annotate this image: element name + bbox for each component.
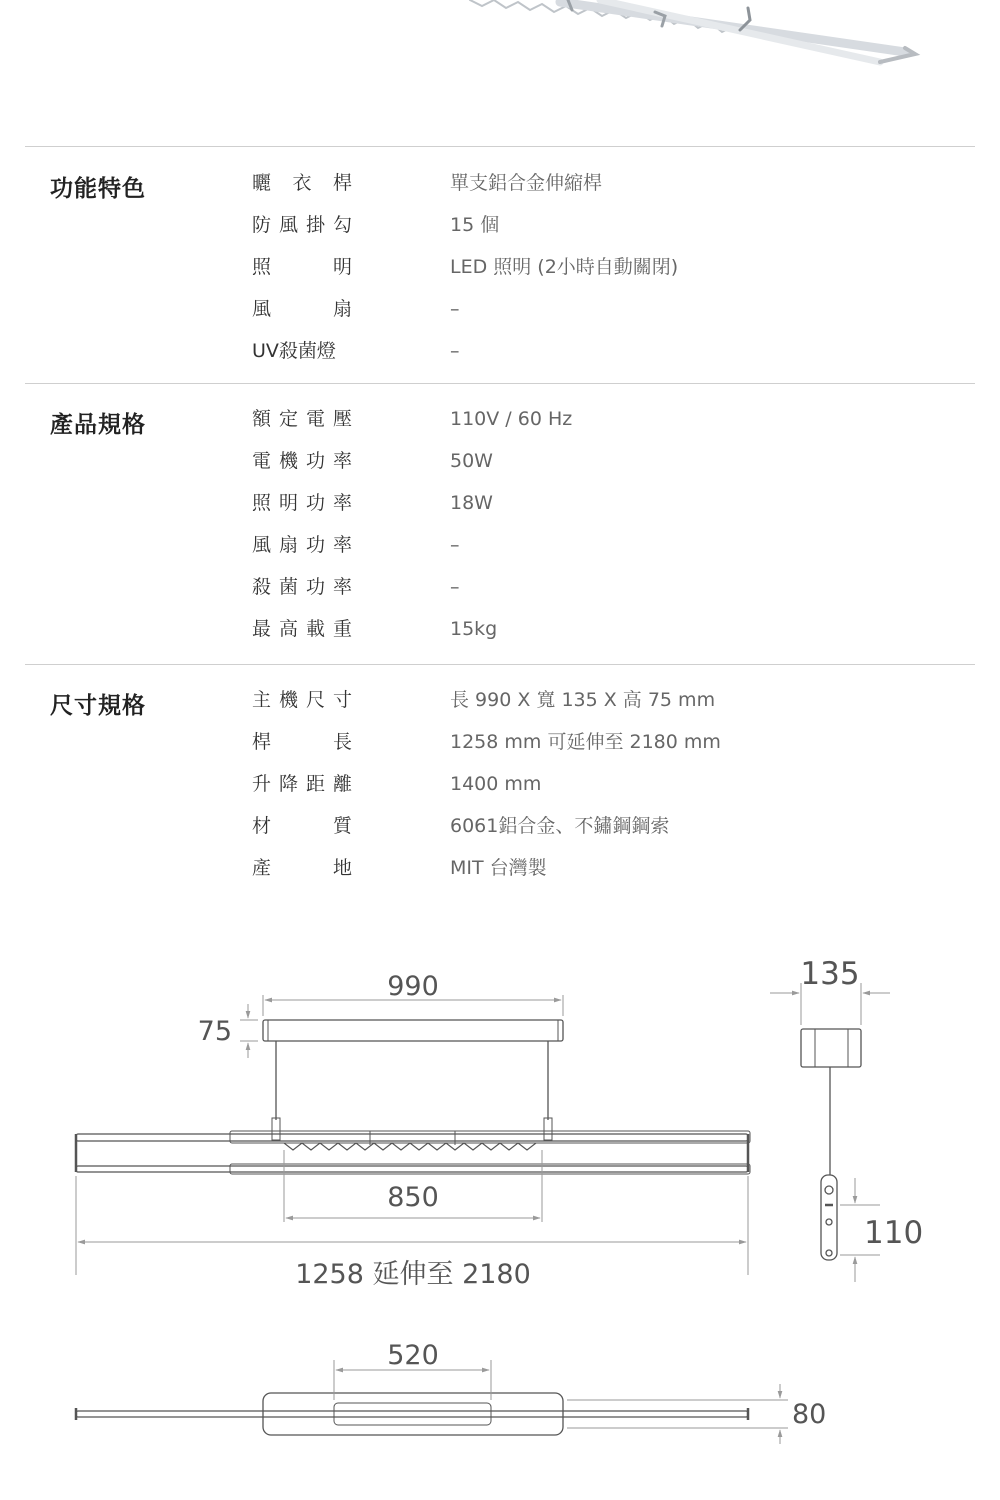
spec-label — [252, 855, 352, 881]
spec-label-char: 高 — [278, 618, 298, 640]
spec-label-char: 功 — [305, 492, 325, 514]
spec-label — [252, 616, 352, 642]
spec-value: 長 990 X 寬 135 X 高 75 mm — [450, 689, 716, 711]
spec-label-char: 曬 — [252, 172, 272, 194]
dim-body-height: 75 — [197, 1016, 232, 1047]
spec-label-char: 質 — [332, 815, 352, 837]
body-bottom — [263, 1393, 563, 1435]
rod-upper — [76, 1134, 748, 1141]
spec-label — [252, 406, 352, 432]
spec-label-char: 寸 — [332, 689, 352, 711]
spec-label-char: 主 — [252, 689, 272, 711]
spec-label-char: 最 — [252, 618, 272, 640]
spec-label-char: 率 — [332, 576, 352, 598]
spec-value: – — [450, 340, 460, 362]
spec-label-char: 升 — [252, 773, 272, 795]
spec-label-char: 桿 — [332, 172, 352, 194]
spec-label-char: 勾 — [332, 214, 352, 236]
spec-label-char: 離 — [332, 773, 352, 795]
spec-label-char: 機 — [278, 689, 298, 711]
spec-value: 單支鋁合金伸縮桿 — [450, 172, 603, 194]
spec-label-char: 掛 — [305, 214, 325, 236]
spec-label — [252, 687, 352, 713]
spec-label — [252, 296, 352, 322]
spec-label — [252, 729, 352, 755]
spec-value: MIT 台灣製 — [450, 857, 547, 879]
spec-label-char: 衣 — [292, 172, 312, 194]
spec-label-char: 明 — [278, 492, 298, 514]
rod-bottom — [76, 1411, 748, 1417]
dim-lamp-length: 520 — [387, 1340, 439, 1371]
spec-value: 1400 mm — [450, 773, 542, 795]
spec-label-char: 率 — [332, 492, 352, 514]
spec-label-char: 定 — [278, 408, 298, 430]
spec-label-char: 功 — [305, 576, 325, 598]
spec-label-char: 功 — [305, 534, 325, 556]
spec-value: 15 個 — [450, 214, 500, 236]
rod-lower — [76, 1166, 748, 1172]
spec-label-char: 風 — [252, 298, 272, 320]
spec-label-char: 重 — [332, 618, 352, 640]
dim-body-length: 990 — [387, 971, 439, 1002]
spec-label-char: 長 — [332, 731, 352, 753]
spec-label-char: 降 — [278, 773, 298, 795]
spec-label-char: 扇 — [332, 298, 352, 320]
motor-body — [263, 1020, 563, 1041]
spec-label — [252, 448, 352, 474]
dim-width: 135 — [800, 956, 860, 992]
spec-value: 15kg — [450, 618, 498, 640]
spec-label-char: 率 — [332, 450, 352, 472]
spec-label-char: 明 — [332, 256, 352, 278]
spec-label-char: 桿 — [252, 731, 272, 753]
spec-value: LED 照明 (2小時自動關閉) — [450, 256, 679, 278]
spec-label-char: 菌 — [278, 576, 298, 598]
section-divider — [25, 664, 975, 665]
spec-label-char: 壓 — [332, 408, 352, 430]
spec-label-char: 防 — [252, 214, 272, 236]
product-photo — [0, 0, 1000, 140]
front-dimensions — [76, 995, 748, 1275]
bottom-view — [76, 1393, 748, 1435]
spec-value: – — [450, 534, 460, 556]
spec-label — [252, 170, 352, 196]
spec-label — [252, 254, 352, 280]
spec-label-char: 扇 — [278, 534, 298, 556]
spec-label — [252, 813, 352, 839]
dim-rod-length: 1258 延伸至 2180 — [295, 1259, 531, 1290]
spec-value: 50W — [450, 450, 493, 472]
section-divider — [25, 146, 975, 147]
spec-value: – — [450, 298, 460, 320]
spec-label-char: 照 — [252, 492, 272, 514]
dim-hook-height: 110 — [864, 1215, 924, 1251]
spec-label-char: 額 — [252, 408, 272, 430]
section-title: 功能特色 — [50, 176, 146, 202]
spec-label — [252, 490, 352, 516]
hook-bracket — [821, 1175, 837, 1260]
spec-value: – — [450, 576, 460, 598]
spec-label-char: 照 — [252, 256, 272, 278]
spec-label — [252, 212, 352, 238]
spec-label-char: 功 — [305, 450, 325, 472]
spec-label-char: 距 — [305, 773, 325, 795]
spec-label-char: 機 — [278, 450, 298, 472]
spec-label-char: 載 — [305, 618, 325, 640]
motor-body-side — [801, 1029, 861, 1067]
spec-label-char: 地 — [332, 857, 352, 879]
spec-label — [252, 771, 352, 797]
spec-label — [252, 574, 352, 600]
spec-label-char: 電 — [252, 450, 272, 472]
side-view — [801, 1029, 861, 1260]
front-view — [76, 1020, 750, 1174]
spec-value: 1258 mm 可延伸至 2180 mm — [450, 731, 721, 753]
spec-label-char: 產 — [252, 857, 272, 879]
spec-label-char: 電 — [305, 408, 325, 430]
spec-label-char: 尺 — [305, 689, 325, 711]
spec-label-char: 風 — [278, 214, 298, 236]
spec-label: UV殺菌燈 — [252, 340, 336, 362]
section-title: 產品規格 — [50, 412, 146, 438]
dim-bottom-width: 80 — [792, 1399, 827, 1430]
section-title: 尺寸規格 — [50, 693, 146, 719]
technical-drawing — [0, 940, 1000, 1500]
dim-rack-length: 850 — [387, 1182, 439, 1213]
hook-rack — [284, 1143, 536, 1150]
lamp-panel — [334, 1403, 491, 1425]
spec-label-char: 風 — [252, 534, 272, 556]
spec-label — [252, 532, 352, 558]
spec-value: 18W — [450, 492, 493, 514]
spec-label-char: 率 — [332, 534, 352, 556]
spec-label-char: 殺 — [252, 576, 272, 598]
spec-value: 6061鋁合金、不鏽鋼鋼索 — [450, 815, 670, 837]
section-divider — [25, 383, 975, 384]
spec-label-char: 材 — [252, 815, 272, 837]
spec-value: 110V / 60 Hz — [450, 408, 573, 430]
